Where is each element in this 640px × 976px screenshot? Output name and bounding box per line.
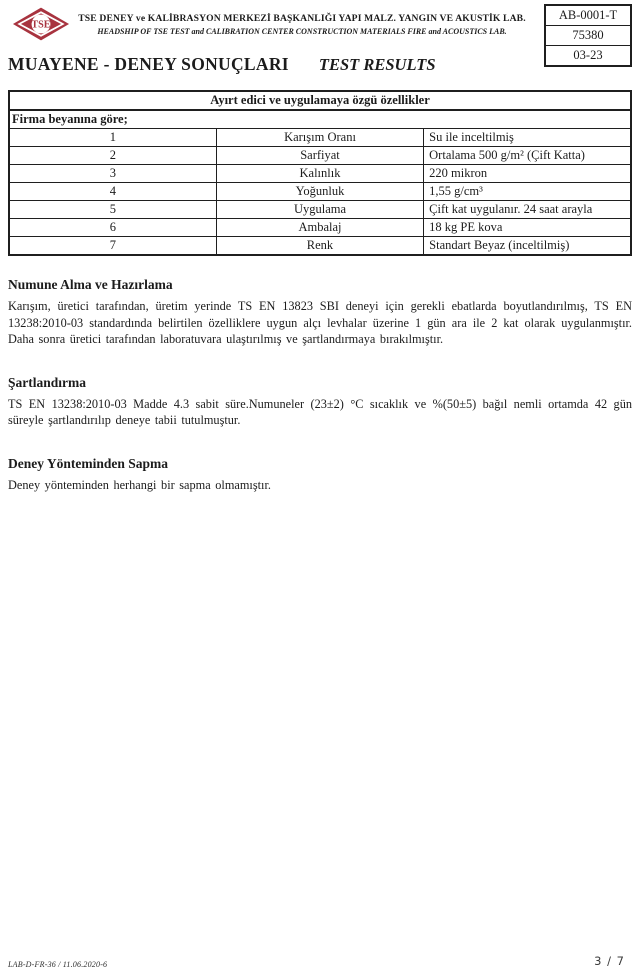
table-row (9, 129, 631, 147)
row-number: 3 (9, 165, 216, 183)
table-row (9, 165, 631, 183)
document-code-box (544, 4, 632, 67)
row-value: Ortalama 500 g/m² (Çift Katta) (424, 147, 631, 165)
org-title-english: HEADSHIP OF TSE TEST and CALIBRATION CENTER CONSTRUCTION MATERIALS FIRE and ACOUSTICS LAB. (97, 26, 507, 36)
section-heading: Şartlandırma (8, 374, 87, 390)
doc-number: 75380 (546, 26, 630, 46)
doc-code: AB-0001-T (546, 6, 630, 26)
section-body: TS EN 13238:2010-03 Madde 4.3 sabit süre.Numuneler (23±2) °C sıcaklık ve %(50±5) bağıl nemli ortamda 42 gün süreyle şartlandırılıp deneye tabii tutulmuştur. (8, 396, 632, 427)
table-subheader-row (9, 110, 631, 129)
properties-table (8, 90, 632, 256)
page-title-english: TEST RESULTS (318, 55, 436, 74)
row-property: Yoğunluk (216, 183, 423, 201)
org-title-turkish: TSE DENEY ve KALİBRASYON MERKEZİ BAŞKANLIĞI YAPI MALZ. YANGIN VE AKUSTİK LAB. (78, 12, 526, 24)
page-number: 3 / 7 (594, 954, 625, 968)
table-row (9, 183, 631, 201)
section-conditioning (8, 375, 632, 429)
section-body: Karışım, üretici tarafından, üretim yerinde TS EN 13823 SBI deneyi için gerekli ebatlarda boyutlandırılmış, TS EN 13238:2010-03 standardında belirtilen özelliklere uygun alçı levhalar üzerine 1 gün ara ile 2 kat olarak uygulanmıştır. Daha sonra üretici tarafından laboratuvara ulaştırılmış ve şartlandırmaya bırakılmıştır. (8, 299, 632, 346)
row-property: Uygulama (216, 201, 423, 219)
form-code: LAB-D-FR-36 / 11.06.2020-6 (8, 960, 108, 969)
section-sampling (8, 277, 632, 348)
table-title: Ayırt edici ve uygulamaya özgü özellikler (9, 91, 631, 110)
row-property: Ambalaj (216, 219, 423, 237)
section-heading: Numune Alma ve Hazırlama (8, 277, 173, 292)
page-title-row (8, 54, 538, 75)
logo-text: TSE (31, 19, 51, 31)
row-value: 1,55 g/cm³ (424, 183, 631, 201)
table-row (9, 147, 631, 165)
table-subtitle: Firma beyanına göre; (9, 110, 631, 129)
table-header-row (9, 91, 631, 110)
doc-revision: 03-23 (573, 48, 603, 62)
row-value: Su ile inceltilmiş (424, 129, 631, 147)
row-property: Sarfiyat (216, 147, 423, 165)
row-number: 6 (9, 219, 216, 237)
row-property: Renk (216, 237, 423, 256)
row-value: Standart Beyaz (inceltilmiş) (424, 237, 631, 256)
tse-logo-icon (12, 6, 70, 42)
section-heading: Deney Yönteminden Sapma (8, 455, 169, 471)
table-row (9, 219, 631, 237)
row-property: Kalınlık (216, 165, 423, 183)
row-value: 220 mikron (424, 165, 631, 183)
row-number: 7 (9, 237, 216, 256)
document-header (8, 4, 632, 75)
row-value: Çift kat uygulanır. 24 saat arayla (424, 201, 631, 219)
row-number: 5 (9, 201, 216, 219)
section-deviation (8, 456, 632, 494)
row-number: 4 (9, 183, 216, 201)
table-row (9, 237, 631, 256)
table-row (9, 201, 631, 219)
row-value: 18 kg PE kova (424, 219, 631, 237)
section-body: Deney yönteminden herhangi bir sapma olmamıştır. (8, 477, 271, 492)
row-number: 1 (9, 129, 216, 147)
header-left (8, 4, 538, 75)
org-header-row (8, 4, 538, 42)
org-title-block (70, 11, 538, 36)
page-title: MUAYENE - DENEY SONUÇLARI (8, 54, 289, 74)
row-property: Karışım Oranı (216, 129, 423, 147)
row-number: 2 (9, 147, 216, 165)
